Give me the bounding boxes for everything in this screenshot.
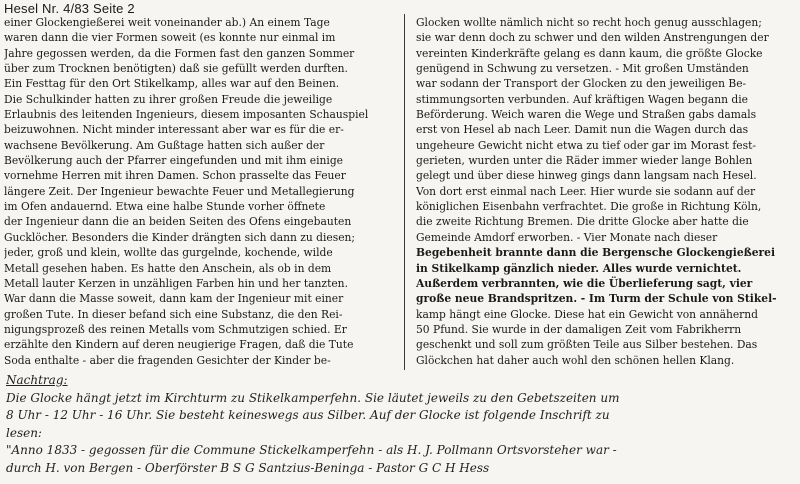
left-column-line: Erlaubnis des leitenden Ingenieurs, diesem imposanten Schauspiel	[4, 108, 369, 122]
right-column-line: Von dort erst einmal nach Leer. Hier wurde sie sodann auf der	[416, 184, 756, 198]
article-column-left	[4, 15, 393, 368]
left-column-line: waren dann die vier Formen soweit (es konnte nur einmal im	[4, 31, 336, 45]
right-column-line: vereinten Kinderkräfte gelang es dann kaum, die größte Glocke	[416, 46, 763, 60]
left-column-line: erzählte den Kindern auf deren neugierige Fragen, daß die Tute	[4, 338, 354, 352]
left-column-line: der Ingenieur dann die an beiden Seiten des Ofens eingebauten	[4, 215, 352, 229]
addendum-line: durch H. von Bergen - Oberförster B S G Santzius-Beninga - Pastor G C H Hess	[6, 460, 490, 475]
page-header: Hesel Nr. 4/83 Seite 2	[4, 1, 135, 16]
right-column-line: königlichen Eisenbahn verfrachtet. Die große in Richtung Köln,	[416, 200, 762, 214]
left-column-line: War dann die Masse soweit, dann kam der Ingenieur mit einer	[4, 292, 344, 306]
right-column-line: gelegt und über diese hinweg gings dann langsam nach Hesel.	[416, 169, 757, 183]
addendum-line: Die Glocke hängt jetzt im Kirchturm zu Stikelkamperfehn. Sie läutet jeweils zu den Gebetszeiten um	[6, 390, 620, 405]
left-column-line: im Ofen andauernd. Etwa eine halbe Stunde vorher öffnete	[4, 200, 326, 214]
left-column-line: Soda enthalte - aber die fragenden Gesichter der Kinder be-	[4, 353, 331, 367]
right-column-line: Glöckchen hat daher auch wohl den schönen hellen Klang.	[416, 353, 735, 367]
right-column-line: gerieten, wurden unter die Räder immer wieder lange Bohlen	[416, 154, 753, 168]
left-column-line: Ein Festtag für den Ort Stikelkamp, alles war auf den Beinen.	[4, 77, 340, 91]
left-column-line: einer Glockengießerei weit voneinander ab.) An einem Tage	[4, 16, 330, 29]
right-column-line: die zweite Richtung Bremen. Die dritte Glocke aber hatte die	[416, 215, 749, 229]
left-column-line: Metall gesehen haben. Es hatte den Anschein, als ob in dem	[4, 261, 332, 275]
left-column-line: Jahre gegossen werden, da die Formen fast den ganzen Sommer	[4, 46, 355, 60]
right-column-line: war sodann der Transport der Glocken zu den jeweiligen Be-	[416, 77, 747, 91]
left-column-line: großen Tute. In dieser befand sich eine Substanz, die den Rei-	[4, 307, 343, 321]
left-column-line: Die Schulkinder hatten zu ihrer großen Freude die jeweilige	[4, 92, 333, 106]
right-column-line: große neue Brandspritzen. - Im Turm der Schule von Stikel-	[416, 292, 777, 306]
right-column-line: erst von Hesel ab nach Leer. Damit nun die Wagen durch das	[416, 123, 749, 137]
left-column-line: Gucklöcher. Besonders die Kinder drängten sich dann zu diesen;	[4, 230, 356, 244]
column-divider	[404, 14, 405, 370]
left-column-line: vornehme Herren mit ihren Damen. Schon prasselte das Feuer	[4, 169, 346, 183]
addendum	[6, 372, 796, 478]
right-column-line: 50 Pfund. Sie wurde in der damaligen Zeit vom Fabrikherrn	[416, 322, 742, 336]
left-column-line: beizuwohnen. Nicht minder interessant aber war es für die er-	[4, 123, 344, 137]
right-column-line: in Stikelkamp gänzlich nieder. Alles wurde vernichtet.	[416, 261, 742, 275]
left-column-line: nigungsprozeß des reinen Metalls vom Schmutzigen schied. Er	[4, 322, 347, 336]
right-column-line: Beförderung. Weich waren die Wege und Straßen gabs damals	[416, 108, 757, 122]
left-column-line: längere Zeit. Der Ingenieur bewachte Feuer und Metallegierung	[4, 184, 355, 198]
article-column-right	[416, 15, 796, 368]
left-column-line: jeder, groß und klein, wollte das gurgelnde, kochende, wilde	[4, 246, 333, 260]
addendum-line: 8 Uhr - 12 Uhr - 16 Uhr. Sie besteht keineswegs aus Silber. Auf der Glocke ist folgende Inschrift zu	[6, 408, 610, 423]
right-column-line: geschenkt und soll zum größten Teile aus Silber bestehen. Das	[416, 338, 758, 352]
left-column-line: Bevölkerung auch der Pfarrer eingefunden und mit ihm einige	[4, 154, 343, 168]
right-column-line: Glocken wollte nämlich nicht so recht hoch genug ausschlagen;	[416, 16, 762, 29]
addendum-line: lesen:	[6, 425, 42, 440]
addendum-body	[6, 390, 796, 478]
right-column-line: stimmungsorten verbunden. Auf kräftigen Wagen begann die	[416, 92, 748, 106]
left-column-line: über zum Trocknen benötigten) daß sie gefüllt werden durften.	[4, 62, 348, 76]
addendum-line: "Anno 1833 - gegossen für die Commune Stickelkamperfehn - als H. J. Pollmann Ortsvorsteher war -	[6, 443, 617, 458]
right-column-line: Gemeinde Amdorf erworben. - Vier Monate nach dieser	[416, 230, 718, 244]
right-column-line: Außerdem verbrannten, wie die Überlieferung sagt, vier	[416, 276, 753, 290]
right-column-line: kamp hängt eine Glocke. Diese hat ein Gewicht von annähernd	[416, 307, 758, 321]
right-column-line: ungeheure Gewicht nicht etwa zu tief oder gar im Morast fest-	[416, 138, 757, 152]
right-column-line: genügend in Schwung zu versetzen. - Mit großen Umständen	[416, 62, 749, 76]
addendum-title: Nachtrag:	[6, 373, 68, 387]
left-column-line: wachsene Bevölkerung. Am Gußtage hatten sich außer der	[4, 138, 325, 152]
right-column-line: Begebenheit brannte dann die Bergensche Glockengießerei	[416, 246, 776, 260]
left-column-line: Metall lauter Kerzen in unzähligen Farben hin und her tanzten.	[4, 276, 348, 290]
right-column-line: sie war denn doch zu schwer und den wilden Anstrengungen der	[416, 31, 769, 45]
